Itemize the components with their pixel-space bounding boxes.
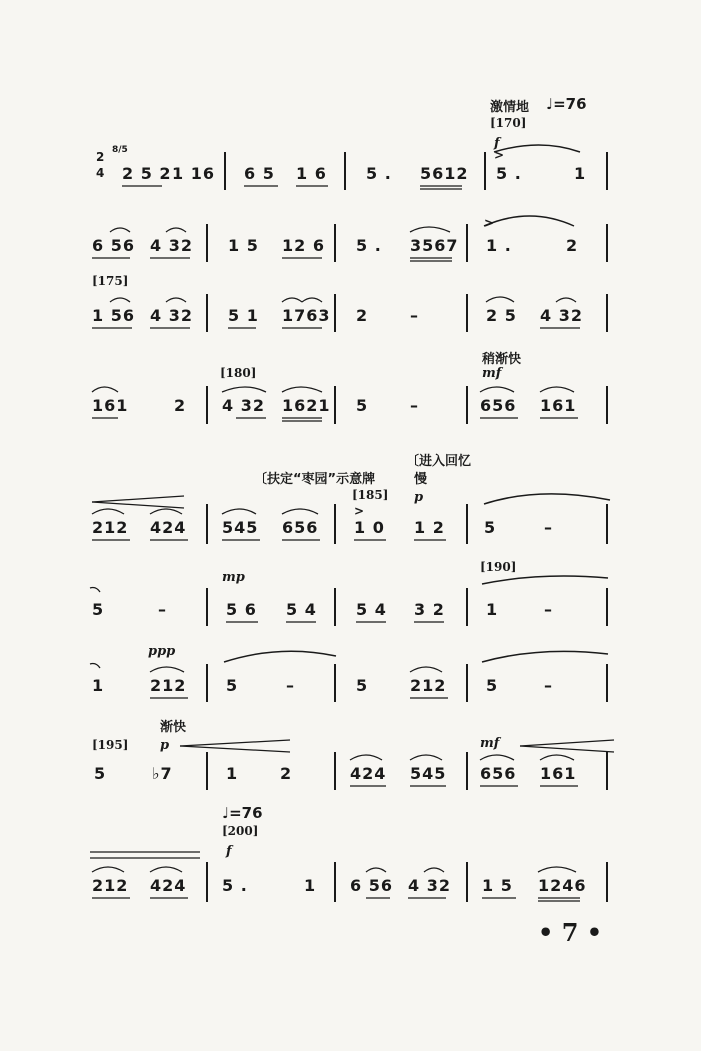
note-group: 424 [150,518,187,537]
note-group: 1 2 [414,518,445,537]
note-group: 2 [174,396,187,415]
note-group: 2 [356,306,369,325]
note-group: 5 [356,396,369,415]
stage-annotation: 〔扶定“枣园”示意牌 [254,472,376,487]
note-group: 1 56 [92,306,135,325]
slur-overlay [0,800,701,900]
note-group: 2 [280,764,293,783]
accent-mark: > [494,148,505,162]
note-group: 545 [222,518,259,537]
note-group: 6 5 [244,164,275,183]
note-group: 5 [92,600,105,619]
note-group: 5 . [356,236,382,255]
dynamic-mark: mf [482,366,502,381]
tempo-text: 渐快 [160,720,187,735]
note-group: 5 4 [286,600,317,619]
time-signature-bottom: 4 [96,166,105,180]
note-group: 212 [92,876,129,895]
system-8 [0,712,701,812]
note-group: 12 6 [282,236,325,255]
dynamic-mark: p [414,490,424,505]
note-group: 1 5 [482,876,513,895]
note-group: 3 2 [414,600,445,619]
page-number: • 7 • [538,918,603,947]
dynamic-mark: mp [222,570,245,585]
note-group: 212 [150,676,187,695]
note-group: – [410,306,419,325]
note-group: 1 [92,676,105,695]
dynamic-mark: mf [480,736,500,751]
note-group: – [544,518,553,537]
accent-mark: > [484,216,495,230]
note-group: 424 [150,876,187,895]
note-group: 5612 [420,164,469,183]
rehearsal-mark: [200] [222,824,259,838]
tempo-text: 激情地 [490,100,530,115]
note-group: – [410,396,419,415]
note-group: 656 [480,396,517,415]
dynamic-mark: f [226,844,232,859]
tempo-mark: ♩=76 [546,95,587,113]
tempo-mark: ♩=76 [222,804,263,822]
note-group: – [544,600,553,619]
note-group: 5 6 [226,600,257,619]
stage-annotation: 〔进入回忆 [406,454,472,469]
note-group: 5 . [222,876,248,895]
note-group: 1 . [486,236,512,255]
rehearsal-mark: [185] [352,488,389,502]
dynamic-mark: ppp [148,644,176,659]
note-group: 1 [226,764,239,783]
note-group: 6 56 [92,236,135,255]
note-group: 4 32 [222,396,265,415]
note-group: 1 [486,600,499,619]
accent-mark: > [354,504,365,518]
note-group: 424 [350,764,387,783]
note-group: 5 . [366,164,392,183]
note-group: 1 0 [354,518,385,537]
note-group: 656 [480,764,517,783]
rehearsal-mark: [190] [480,560,517,574]
note-group: 212 [410,676,447,695]
note-group: 1 16 [172,164,215,183]
note-group: 5 . [496,164,522,183]
system-9 [0,800,701,900]
note-group: 5 [486,676,499,695]
note-group: 3567 [410,236,459,255]
note-group: 1763 [282,306,331,325]
note-group: 161 [92,396,129,415]
rehearsal-mark: [195] [92,738,129,752]
note-group: – [286,676,295,695]
note-group: 1 [304,876,317,895]
note-group: 1 6 [296,164,327,183]
time-signature-top: 2 [96,150,105,164]
note-group: 161 [540,764,577,783]
note-group: 6 56 [350,876,393,895]
note-group: 212 [92,518,129,537]
rehearsal-mark: [180] [220,366,257,380]
note-group: 4 32 [408,876,451,895]
note-group: 5 [356,676,369,695]
note-group: 5 [226,676,239,695]
note-group: 5 [484,518,497,537]
grace-note: 8/5 [112,145,128,155]
system-4 [0,344,701,444]
note-group: 1246 [538,876,587,895]
tempo-text: 慢 [414,472,428,487]
note-group: 5 [94,764,107,783]
note-group: 5 4 [356,600,387,619]
slur-overlay [0,446,701,546]
note-group: – [544,676,553,695]
note-group: 1621 [282,396,331,415]
note-group: 4 32 [150,236,193,255]
slur-overlay [0,712,701,812]
note-group: 1 5 [228,236,259,255]
tempo-text: 稍渐快 [482,352,522,367]
note-group: 4 32 [540,306,583,325]
note-group: ♭7 [152,764,173,783]
note-group: 545 [410,764,447,783]
dynamic-mark: p [160,738,170,753]
note-group: 1 [574,164,587,183]
slur-overlay [0,344,701,444]
dynamic-mark: f [494,136,500,151]
note-group: 161 [540,396,577,415]
system-5 [0,446,701,546]
rehearsal-mark: [170] [490,116,527,130]
rehearsal-mark: [175] [92,274,129,288]
note-group: 2 5 2 [122,164,172,183]
note-group: 2 [566,236,579,255]
note-group: 656 [282,518,319,537]
note-group: – [158,600,167,619]
note-group: 5 1 [228,306,259,325]
note-group: 2 5 [486,306,517,325]
note-group: 4 32 [150,306,193,325]
